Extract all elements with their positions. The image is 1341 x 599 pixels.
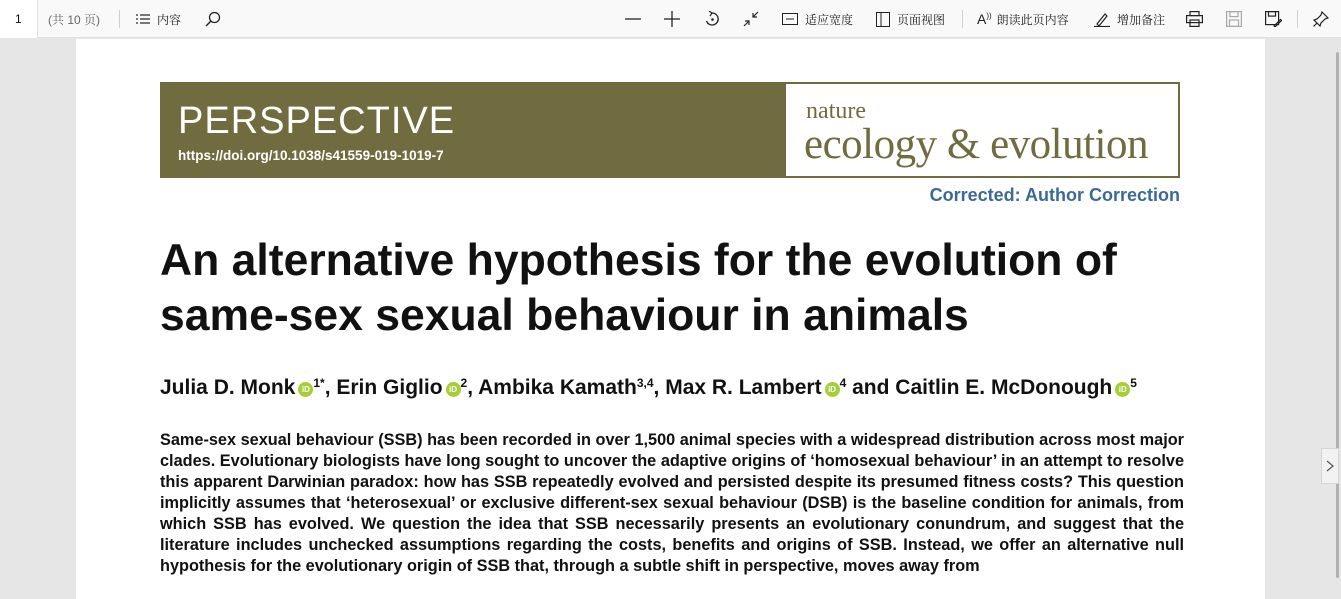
save-button[interactable]: [1226, 0, 1242, 38]
author-separator: and: [846, 376, 896, 399]
scrollbar[interactable]: [1336, 52, 1339, 578]
author-separator: ,: [324, 376, 337, 399]
journal-banner: [160, 82, 1180, 178]
next-page-button[interactable]: [1321, 448, 1339, 484]
journal-name-small: nature: [806, 98, 866, 124]
rotate-button[interactable]: [704, 0, 720, 38]
plus-icon: [664, 11, 680, 27]
page-total: (共 10 页): [48, 12, 101, 27]
page-view-label: 页面视图: [897, 12, 946, 27]
minus-icon: [625, 11, 641, 27]
fit-width-button[interactable]: [782, 0, 853, 38]
toolbar-divider: [1297, 10, 1298, 28]
orcid-icon[interactable]: iD: [1115, 382, 1130, 397]
chevron-right-icon: [1326, 460, 1334, 472]
author-affiliation: 2: [460, 376, 468, 390]
page-view-button[interactable]: [876, 0, 945, 38]
read-aloud-label: 朗读此页内容: [996, 12, 1069, 27]
author-name: Max R. Lambert: [665, 376, 822, 399]
doi-link[interactable]: https://doi.org/10.1038/s41559-019-1019-7: [178, 148, 444, 163]
pin-icon: [1313, 11, 1329, 27]
add-note-button[interactable]: [1094, 0, 1165, 38]
collapse-icon: [743, 11, 759, 27]
viewer-margin: [1265, 39, 1341, 578]
author-affiliation: 3,4: [636, 376, 654, 390]
orcid-icon[interactable]: iD: [446, 382, 461, 397]
save-as-icon: [1265, 11, 1282, 27]
print-icon: [1186, 11, 1203, 27]
search-button[interactable]: [205, 0, 221, 38]
fit-width-icon: [782, 13, 798, 25]
author-list: [160, 376, 1137, 400]
toolbar-divider: [962, 10, 963, 28]
author-name: Caitlin E. McDonough: [895, 376, 1113, 399]
correction-link[interactable]: Corrected: Author Correction: [929, 185, 1180, 205]
orcid-icon[interactable]: iD: [298, 382, 313, 397]
abstract-text: Same-sex sexual behaviour (SSB) has been recorded in over 1,500 animal species with a widespread distribution across most major clades. Evolutionary biologists have long sought to uncover the adaptive origins of ‘homosexual behaviour’ in an attempt to resolve this apparent Darwinian paradox: how has SSB repeatedly evolved and persisted despite its presumed fitness costs? This question implicitly assumes that ‘heterosexual’ or exclusive different-sex sexual behaviour (DSB) is the baseline condition for animals, from which SSB has evolved. We question the idea that SSB necessarily presents an evolutionary conundrum, and suggest that the literature includes unchecked assumptions regarding the costs, benefits and origins of SSB. Instead, we offer an alternative null hypothesis for the evolutionary origin of SSB that, through a subtle shift in perspective, moves away from: [160, 431, 1184, 575]
journal-name-large: ecology & evolution: [804, 121, 1148, 168]
pen-icon: [1094, 11, 1110, 27]
zoom-in-button[interactable]: [664, 0, 680, 38]
contents-label: 内容: [157, 12, 182, 27]
pin-button[interactable]: [1313, 0, 1329, 38]
print-button[interactable]: [1186, 0, 1203, 38]
fit-width-label: 适应宽度: [805, 12, 854, 27]
article-title: An alternative hypothesis for the evolution of same-sex sexual behaviour in animals: [160, 236, 1117, 340]
author-name: Ambika Kamath: [478, 376, 637, 399]
contents-button[interactable]: [136, 0, 181, 38]
author-name: Erin Giglio: [336, 376, 443, 399]
author-name: Julia D. Monk: [160, 376, 296, 399]
list-icon: [136, 13, 150, 25]
author-separator: ,: [653, 376, 666, 399]
fullscreen-button[interactable]: [743, 0, 759, 38]
perspective-panel: [162, 84, 786, 176]
document-page: [76, 39, 1265, 599]
author-affiliation: 4: [839, 376, 847, 390]
perspective-label: PERSPECTIVE: [178, 100, 456, 142]
page-view-icon: [876, 12, 890, 27]
save-as-button[interactable]: [1265, 0, 1282, 38]
save-icon: [1226, 11, 1242, 27]
add-note-label: 增加备注: [1117, 12, 1166, 27]
rotate-icon: [704, 11, 720, 27]
author-affiliation: 1*: [313, 376, 325, 390]
toolbar-divider: [119, 10, 120, 28]
toolbar: [0, 0, 1341, 38]
orcid-icon[interactable]: iD: [825, 382, 840, 397]
read-aloud-button[interactable]: [977, 0, 1069, 38]
search-icon: [205, 11, 221, 27]
author-affiliation: 5: [1130, 376, 1137, 390]
zoom-out-button[interactable]: [625, 0, 641, 38]
read-aloud-icon: A)): [977, 11, 992, 27]
page-number-input[interactable]: 1: [0, 0, 38, 38]
author-separator: ,: [467, 376, 479, 399]
